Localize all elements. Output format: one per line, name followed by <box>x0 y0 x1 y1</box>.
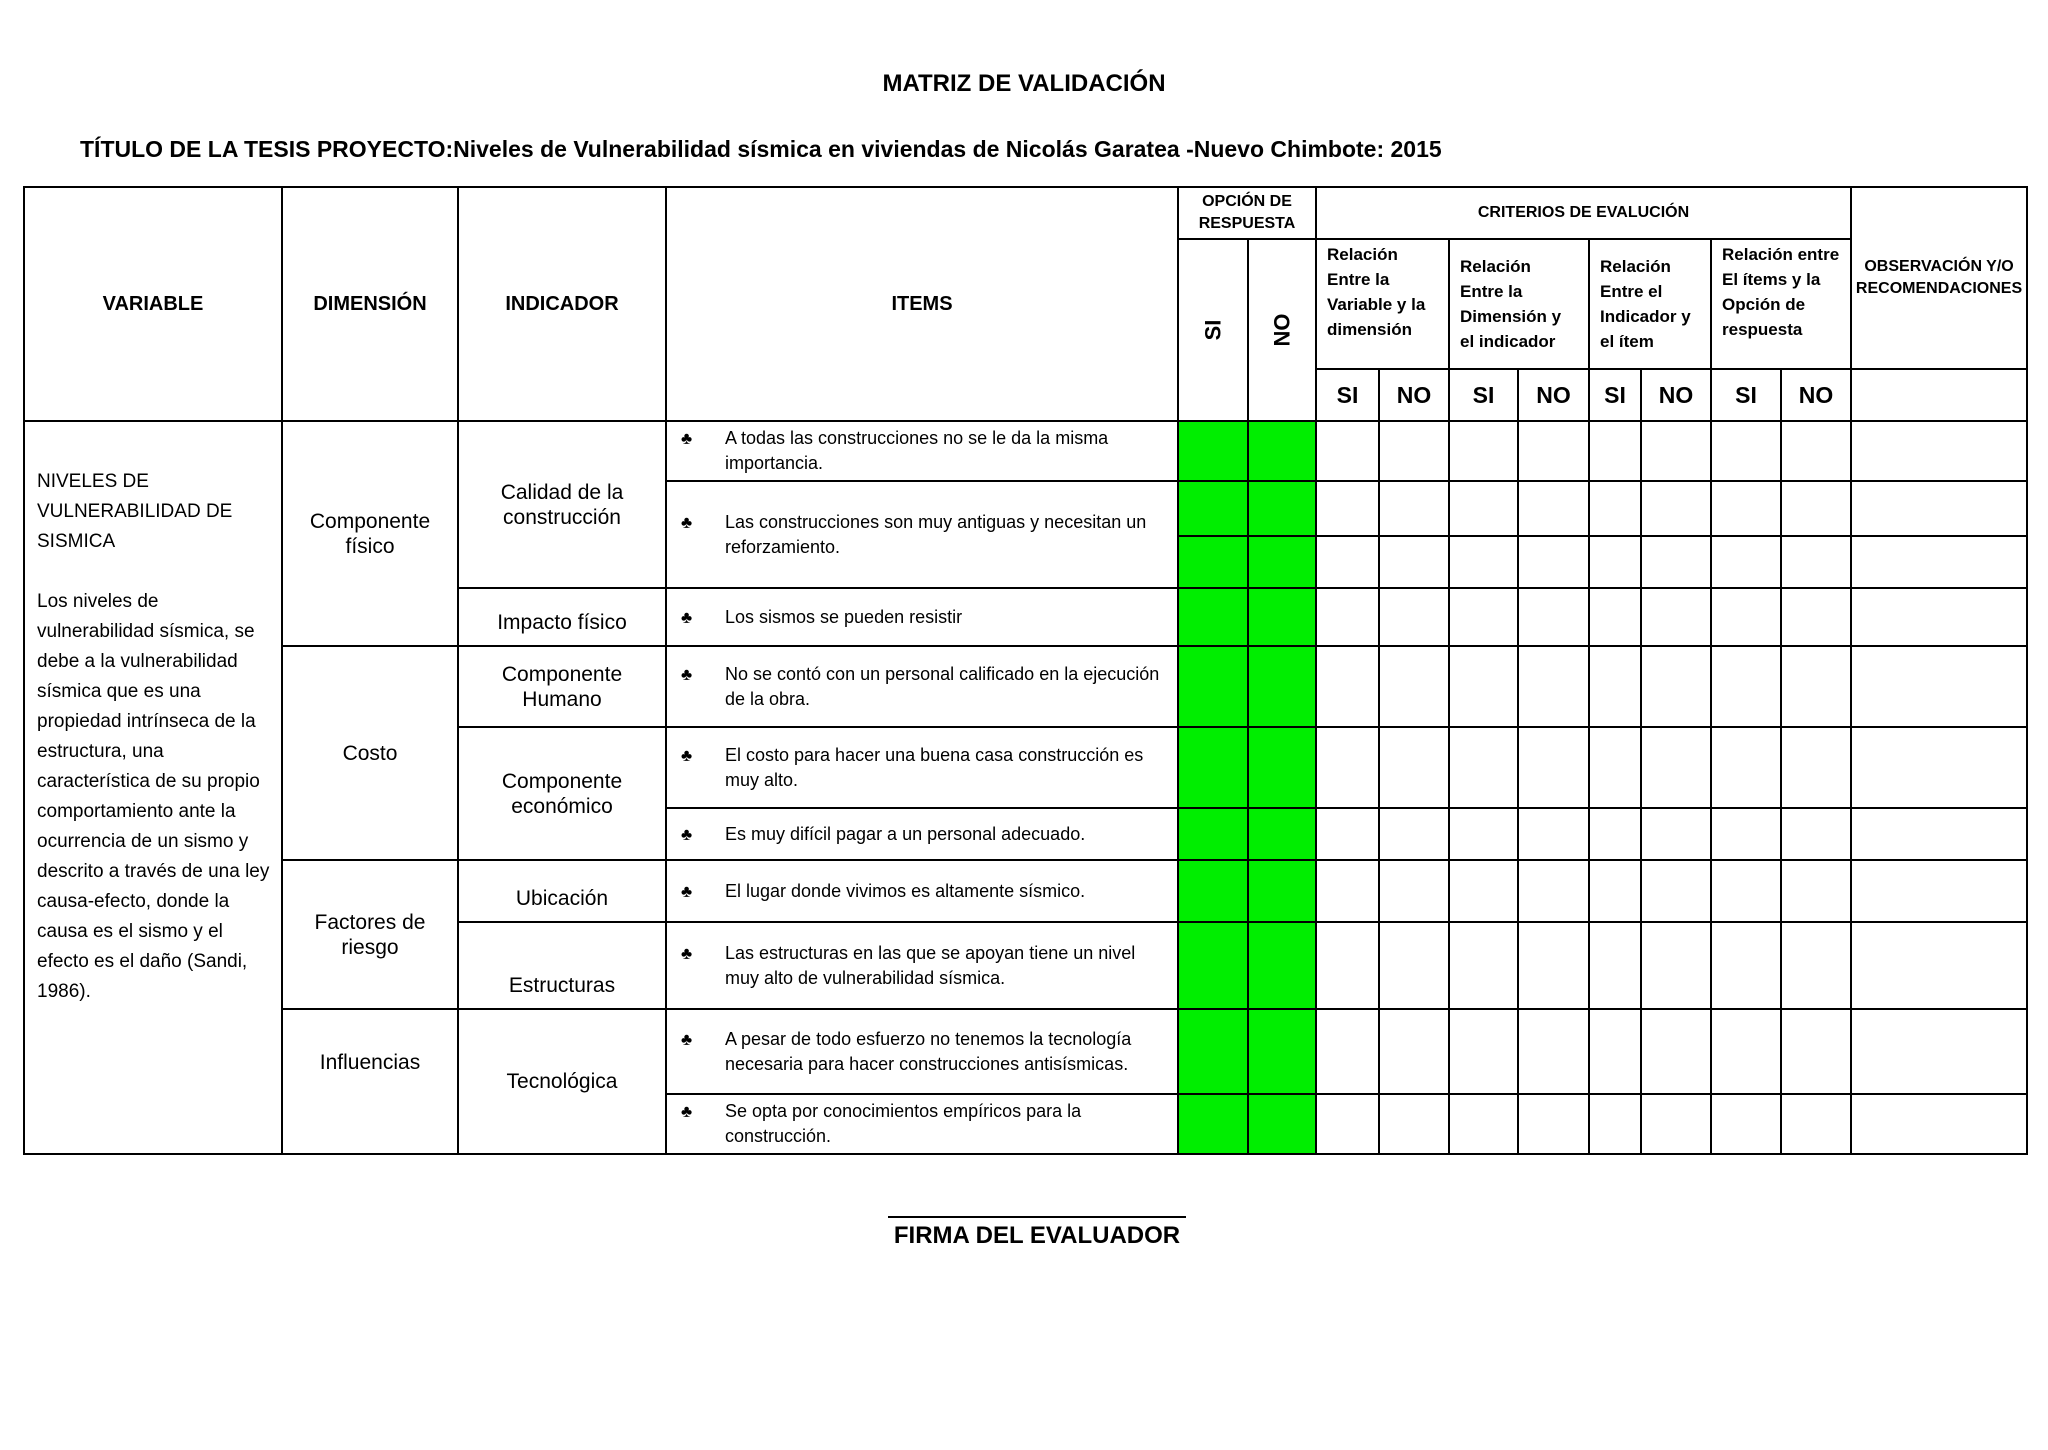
dimension-costo: Costo <box>282 646 458 860</box>
response-no-cell[interactable] <box>1248 1094 1316 1154</box>
eval-cell[interactable] <box>1316 481 1379 536</box>
eval-cell[interactable] <box>1641 588 1711 646</box>
response-no-cell[interactable] <box>1248 421 1316 481</box>
eval-cell[interactable] <box>1781 727 1851 808</box>
item-text: Es muy difícil pagar a un personal adecuado. <box>725 823 1086 844</box>
response-si-cell[interactable] <box>1178 536 1248 588</box>
observation-cell[interactable] <box>1851 646 2027 727</box>
response-no-cell[interactable] <box>1248 588 1316 646</box>
item-cell <box>666 481 1178 588</box>
eval-cell[interactable] <box>1379 646 1449 727</box>
dimension-factores-riesgo: Factores de riesgo <box>282 860 458 1009</box>
indicator-componente-economico: Componente económico <box>458 727 666 860</box>
dimension-componente-fisico: Componente físico <box>282 421 458 646</box>
item-cell <box>666 860 1178 922</box>
eval-cell[interactable] <box>1379 536 1449 588</box>
eval-cell[interactable] <box>1449 588 1518 646</box>
observation-cell[interactable] <box>1851 860 2027 922</box>
response-si-cell[interactable] <box>1178 421 1248 481</box>
response-si-cell[interactable] <box>1178 588 1248 646</box>
header-response-no <box>1248 239 1316 421</box>
header-criteria-dimension-indicator: Relación Entre la Dimensión y el indicador <box>1449 239 1589 369</box>
thesis-value: Niveles de Vulnerabilidad sísmica en viviendas de Nicolás Garatea -Nuevo Chimbote: 2015 <box>453 136 1442 162</box>
response-no-cell[interactable] <box>1248 1009 1316 1094</box>
criteria-4-si: SI <box>1711 369 1781 421</box>
club-bullet-icon: ♣ <box>681 881 693 901</box>
club-bullet-icon: ♣ <box>681 1029 693 1049</box>
header-response-si <box>1178 239 1248 421</box>
eval-cell[interactable] <box>1449 1094 1518 1154</box>
eval-cell[interactable] <box>1641 646 1711 727</box>
response-si-cell[interactable] <box>1178 481 1248 536</box>
eval-cell[interactable] <box>1781 588 1851 646</box>
header-response-option: OPCIÓN DE RESPUESTA <box>1178 187 1316 239</box>
eval-cell[interactable] <box>1711 421 1781 481</box>
document-title: MATRIZ DE VALIDACIÓN <box>882 70 1166 97</box>
eval-cell[interactable] <box>1379 808 1449 860</box>
item-text: A pesar de todo esfuerzo no tenemos la tecnología necesaria para hacer construcciones antisísmicas. <box>725 1028 1132 1074</box>
eval-cell[interactable] <box>1711 860 1781 922</box>
eval-cell[interactable] <box>1711 1094 1781 1154</box>
variable-name: NIVELES DE VULNERABILIDAD DE SISMICA <box>37 471 233 552</box>
eval-cell[interactable] <box>1518 922 1589 1009</box>
eval-cell[interactable] <box>1449 421 1518 481</box>
eval-cell[interactable] <box>1711 481 1781 536</box>
eval-cell[interactable] <box>1589 922 1641 1009</box>
item-text: Se opta por conocimientos empíricos para la construcción. <box>725 1101 1082 1146</box>
header-indicator: INDICADOR <box>458 187 666 421</box>
eval-cell[interactable] <box>1316 727 1379 808</box>
header-response-si-text: SI <box>1199 319 1225 341</box>
club-bullet-icon: ♣ <box>681 943 693 963</box>
eval-cell[interactable] <box>1641 808 1711 860</box>
eval-cell[interactable] <box>1379 1094 1449 1154</box>
observation-cell[interactable] <box>1851 588 2027 646</box>
eval-cell[interactable] <box>1781 1094 1851 1154</box>
header-variable: VARIABLE <box>24 187 282 421</box>
eval-cell[interactable] <box>1781 860 1851 922</box>
observation-cell[interactable] <box>1851 536 2027 588</box>
item-text: No se contó con un personal calificado en la ejecución de la obra. <box>725 663 1160 709</box>
item-cell <box>666 588 1178 646</box>
item-text: El lugar donde vivimos es altamente sísmico. <box>725 880 1086 901</box>
item-cell <box>666 922 1178 1009</box>
eval-cell[interactable] <box>1449 808 1518 860</box>
criteria-2-no: NO <box>1518 369 1589 421</box>
eval-cell[interactable] <box>1641 536 1711 588</box>
eval-cell[interactable] <box>1781 536 1851 588</box>
header-criteria-item-option: Relación entre El ítems y la Opción de respuesta <box>1711 239 1851 369</box>
criteria-3-si: SI <box>1589 369 1641 421</box>
club-bullet-icon: ♣ <box>681 664 693 684</box>
eval-cell[interactable] <box>1589 421 1641 481</box>
eval-cell[interactable] <box>1449 727 1518 808</box>
criteria-1-si: SI <box>1316 369 1379 421</box>
eval-cell[interactable] <box>1781 421 1851 481</box>
eval-cell[interactable] <box>1589 646 1641 727</box>
eval-cell[interactable] <box>1641 922 1711 1009</box>
eval-cell[interactable] <box>1589 808 1641 860</box>
eval-cell[interactable] <box>1449 860 1518 922</box>
eval-cell[interactable] <box>1711 646 1781 727</box>
eval-cell[interactable] <box>1589 481 1641 536</box>
response-si-cell[interactable] <box>1178 860 1248 922</box>
response-si-cell[interactable] <box>1178 727 1248 808</box>
response-no-cell[interactable] <box>1248 922 1316 1009</box>
eval-cell[interactable] <box>1379 922 1449 1009</box>
observation-subheader <box>1851 369 2027 421</box>
item-cell <box>666 727 1178 808</box>
observation-cell[interactable] <box>1851 421 2027 481</box>
eval-cell[interactable] <box>1379 860 1449 922</box>
club-bullet-icon: ♣ <box>681 745 693 765</box>
eval-cell[interactable] <box>1711 588 1781 646</box>
signature-line <box>888 1216 1186 1218</box>
response-no-cell[interactable] <box>1248 727 1316 808</box>
eval-cell[interactable] <box>1711 536 1781 588</box>
eval-cell[interactable] <box>1641 421 1711 481</box>
validation-matrix-table <box>23 186 2028 1155</box>
indicator-componente-humano: Componente Humano <box>458 646 666 727</box>
response-no-cell[interactable] <box>1248 808 1316 860</box>
observation-cell[interactable] <box>1851 481 2027 536</box>
eval-cell[interactable] <box>1589 588 1641 646</box>
header-row-1 <box>24 187 2027 239</box>
eval-cell[interactable] <box>1781 922 1851 1009</box>
eval-cell[interactable] <box>1379 588 1449 646</box>
item-cell <box>666 646 1178 727</box>
eval-cell[interactable] <box>1379 1009 1449 1094</box>
response-no-cell[interactable] <box>1248 646 1316 727</box>
item-cell <box>666 1094 1178 1154</box>
eval-cell[interactable] <box>1379 727 1449 808</box>
observation-cell[interactable] <box>1851 727 2027 808</box>
response-no-cell[interactable] <box>1248 860 1316 922</box>
eval-cell[interactable] <box>1589 1009 1641 1094</box>
header-dimension: DIMENSIÓN <box>282 187 458 421</box>
indicator-calidad-construccion: Calidad de la construcción <box>458 421 666 588</box>
indicator-ubicacion: Ubicación <box>458 860 666 922</box>
eval-cell[interactable] <box>1641 727 1711 808</box>
header-criteria: CRITERIOS DE EVALUCIÓN <box>1316 187 1851 239</box>
eval-cell[interactable] <box>1518 536 1589 588</box>
response-si-cell[interactable] <box>1178 922 1248 1009</box>
criteria-2-si: SI <box>1449 369 1518 421</box>
item-text: Las construcciones son muy antiguas y necesitan un reforzamiento. <box>725 511 1147 557</box>
header-criteria-variable-dimension: Relación Entre la Variable y la dimensión <box>1316 239 1449 369</box>
eval-cell[interactable] <box>1449 536 1518 588</box>
eval-cell[interactable] <box>1316 860 1379 922</box>
eval-cell[interactable] <box>1518 421 1589 481</box>
eval-cell[interactable] <box>1711 1009 1781 1094</box>
eval-cell[interactable] <box>1589 1094 1641 1154</box>
eval-cell[interactable] <box>1518 646 1589 727</box>
eval-cell[interactable] <box>1518 860 1589 922</box>
club-bullet-icon: ♣ <box>681 512 693 532</box>
eval-cell[interactable] <box>1379 421 1449 481</box>
header-observation: OBSERVACIÓN Y/O RECOMENDACIONES <box>1851 187 2027 369</box>
eval-cell[interactable] <box>1781 481 1851 536</box>
item-cell <box>666 808 1178 860</box>
criteria-4-no: NO <box>1781 369 1851 421</box>
variable-cell <box>24 421 282 1154</box>
eval-cell[interactable] <box>1781 808 1851 860</box>
table-row <box>24 646 2027 727</box>
response-si-cell[interactable] <box>1178 1094 1248 1154</box>
eval-cell[interactable] <box>1449 922 1518 1009</box>
club-bullet-icon: ♣ <box>681 607 693 627</box>
eval-cell[interactable] <box>1316 922 1379 1009</box>
criteria-3-no: NO <box>1641 369 1711 421</box>
observation-cell[interactable] <box>1851 808 2027 860</box>
response-si-cell[interactable] <box>1178 1009 1248 1094</box>
eval-cell[interactable] <box>1641 860 1711 922</box>
item-text: El costo para hacer una buena casa construcción es muy alto. <box>725 744 1144 790</box>
eval-cell[interactable] <box>1589 536 1641 588</box>
eval-cell[interactable] <box>1316 808 1379 860</box>
table-row <box>24 1009 2027 1094</box>
thesis-title-line <box>80 136 1442 163</box>
club-bullet-icon: ♣ <box>681 429 693 448</box>
eval-cell[interactable] <box>1518 588 1589 646</box>
eval-cell[interactable] <box>1316 646 1379 727</box>
response-si-cell[interactable] <box>1178 646 1248 727</box>
item-text: Los sismos se pueden resistir <box>725 606 963 627</box>
item-text: A todas las construcciones no se le da la misma importancia. <box>725 428 1109 473</box>
eval-cell[interactable] <box>1518 481 1589 536</box>
eval-cell[interactable] <box>1316 1094 1379 1154</box>
observation-cell[interactable] <box>1851 1094 2027 1154</box>
indicator-estructuras: Estructuras <box>458 922 666 1009</box>
response-si-cell[interactable] <box>1178 808 1248 860</box>
signature-label: FIRMA DEL EVALUADOR <box>893 1222 1181 1249</box>
thesis-label: TÍTULO DE LA TESIS PROYECTO: <box>80 136 454 162</box>
eval-cell[interactable] <box>1589 727 1641 808</box>
observation-cell[interactable] <box>1851 922 2027 1009</box>
eval-cell[interactable] <box>1316 1009 1379 1094</box>
eval-cell[interactable] <box>1518 727 1589 808</box>
eval-cell[interactable] <box>1518 1094 1589 1154</box>
eval-cell[interactable] <box>1449 1009 1518 1094</box>
eval-cell[interactable] <box>1711 808 1781 860</box>
eval-cell[interactable] <box>1781 1009 1851 1094</box>
eval-cell[interactable] <box>1641 1094 1711 1154</box>
indicator-impacto-fisico: Impacto físico <box>458 588 666 646</box>
club-bullet-icon: ♣ <box>681 824 693 844</box>
eval-cell[interactable] <box>1316 536 1379 588</box>
response-no-cell[interactable] <box>1248 481 1316 536</box>
eval-cell[interactable] <box>1641 481 1711 536</box>
variable-definition: Los niveles de vulnerabilidad sísmica, se debe a la vulnerabilidad sísmica que es una propiedad intrínseca de la estructura, una característica de su propio comportamiento ante la ocurrencia de un sismo y descrito a través de una ley causa-efecto, donde la causa es el sismo y el efecto es el daño (Sandi, 1986). <box>37 591 270 1002</box>
eval-cell[interactable] <box>1641 1009 1711 1094</box>
header-items: ITEMS <box>666 187 1178 421</box>
club-bullet-icon: ♣ <box>681 1102 693 1121</box>
eval-cell[interactable] <box>1316 421 1379 481</box>
eval-cell[interactable] <box>1518 1009 1589 1094</box>
criteria-1-no: NO <box>1379 369 1449 421</box>
table-row <box>24 860 2027 922</box>
item-cell <box>666 421 1178 481</box>
eval-cell[interactable] <box>1379 481 1449 536</box>
header-criteria-indicator-item: Relación Entre el Indicador y el ítem <box>1589 239 1711 369</box>
response-no-cell[interactable] <box>1248 536 1316 588</box>
eval-cell[interactable] <box>1711 922 1781 1009</box>
observation-cell[interactable] <box>1851 1009 2027 1094</box>
dimension-influencias: Influencias <box>282 1009 458 1154</box>
eval-cell[interactable] <box>1781 646 1851 727</box>
table-row <box>24 421 2027 481</box>
header-response-no-text: NO <box>1269 313 1294 347</box>
indicator-tecnologica: Tecnológica <box>458 1009 666 1154</box>
eval-cell[interactable] <box>1449 481 1518 536</box>
eval-cell[interactable] <box>1711 727 1781 808</box>
eval-cell[interactable] <box>1518 808 1589 860</box>
item-text: Las estructuras en las que se apoyan tiene un nivel muy alto de vulnerabilidad sísmica. <box>725 942 1136 988</box>
eval-cell[interactable] <box>1449 646 1518 727</box>
item-cell <box>666 1009 1178 1094</box>
eval-cell[interactable] <box>1316 588 1379 646</box>
eval-cell[interactable] <box>1589 860 1641 922</box>
